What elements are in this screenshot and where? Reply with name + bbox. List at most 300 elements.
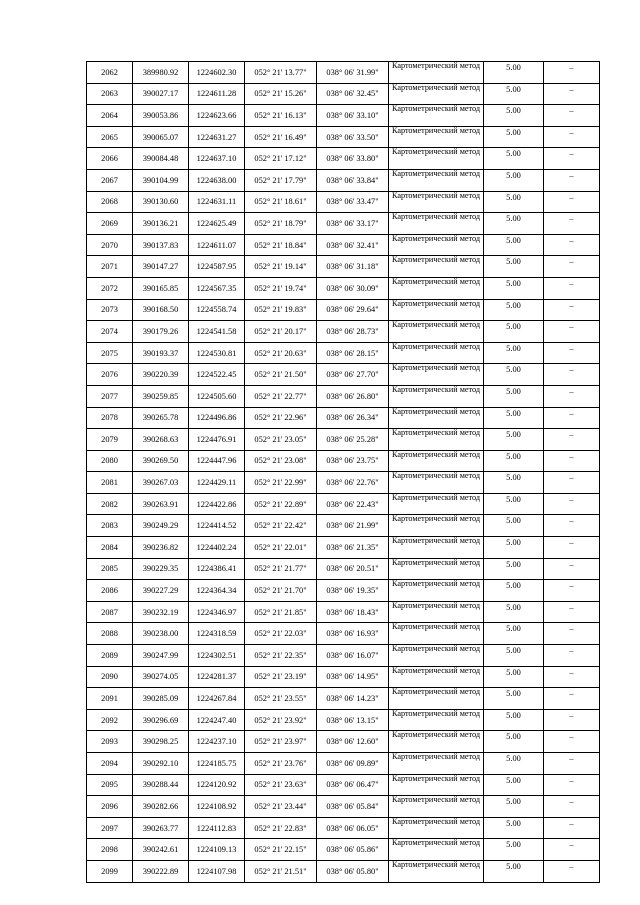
cell-x-coordinate: 390298.25 bbox=[133, 731, 189, 753]
cell-x-coordinate: 390268.63 bbox=[133, 429, 189, 451]
cell-method: Картометрический метод bbox=[389, 191, 484, 213]
cell-note: – bbox=[544, 148, 600, 170]
cell-x-coordinate: 390274.05 bbox=[133, 666, 189, 688]
cell-accuracy: 5.00 bbox=[484, 753, 544, 775]
cell-longitude: 038° 06' 28.15" bbox=[317, 342, 389, 364]
cell-latitude: 052° 21' 23.55" bbox=[245, 688, 317, 710]
cell-y-coordinate: 1224587.95 bbox=[189, 256, 245, 278]
table-row bbox=[87, 385, 600, 407]
cell-accuracy: 5.00 bbox=[484, 839, 544, 861]
cell-note: – bbox=[544, 709, 600, 731]
cell-x-coordinate: 390168.50 bbox=[133, 299, 189, 321]
cell-latitude: 052° 21' 15.26" bbox=[245, 83, 317, 105]
cell-method: Картометрический метод bbox=[389, 688, 484, 710]
cell-x-coordinate: 390065.07 bbox=[133, 126, 189, 148]
cell-y-coordinate: 1224631.27 bbox=[189, 126, 245, 148]
cell-note: – bbox=[544, 105, 600, 127]
cell-latitude: 052° 21' 19.14" bbox=[245, 256, 317, 278]
cell-note: – bbox=[544, 126, 600, 148]
cell-note: – bbox=[544, 666, 600, 688]
cell-longitude: 038° 06' 33.10" bbox=[317, 105, 389, 127]
cell-accuracy: 5.00 bbox=[484, 256, 544, 278]
cell-method: Картометрический метод bbox=[389, 515, 484, 537]
cell-accuracy: 5.00 bbox=[484, 213, 544, 235]
cell-x-coordinate: 390269.50 bbox=[133, 450, 189, 472]
cell-latitude: 052° 21' 22.99" bbox=[245, 472, 317, 494]
cell-accuracy: 5.00 bbox=[484, 364, 544, 386]
table-row bbox=[87, 213, 600, 235]
cell-note: – bbox=[544, 299, 600, 321]
cell-y-coordinate: 1224631.11 bbox=[189, 191, 245, 213]
cell-latitude: 052° 21' 22.35" bbox=[245, 645, 317, 667]
cell-x-coordinate: 390130.60 bbox=[133, 191, 189, 213]
cell-latitude: 052° 21' 20.17" bbox=[245, 321, 317, 343]
cell-x-coordinate: 390267.03 bbox=[133, 472, 189, 494]
cell-point-number: 2070 bbox=[87, 234, 133, 256]
cell-longitude: 038° 06' 16.07" bbox=[317, 645, 389, 667]
cell-method: Картометрический метод bbox=[389, 450, 484, 472]
cell-accuracy: 5.00 bbox=[484, 709, 544, 731]
cell-y-coordinate: 1224567.35 bbox=[189, 277, 245, 299]
cell-latitude: 052° 21' 22.77" bbox=[245, 385, 317, 407]
cell-point-number: 2092 bbox=[87, 709, 133, 731]
table-row bbox=[87, 860, 600, 882]
cell-accuracy: 5.00 bbox=[484, 817, 544, 839]
cell-x-coordinate: 390084.48 bbox=[133, 148, 189, 170]
table-row bbox=[87, 796, 600, 818]
table-row bbox=[87, 342, 600, 364]
cell-method: Картометрический метод bbox=[389, 429, 484, 451]
cell-y-coordinate: 1224112.83 bbox=[189, 817, 245, 839]
cell-method: Картометрический метод bbox=[389, 256, 484, 278]
cell-point-number: 2095 bbox=[87, 774, 133, 796]
cell-point-number: 2065 bbox=[87, 126, 133, 148]
cell-accuracy: 5.00 bbox=[484, 234, 544, 256]
cell-y-coordinate: 1224637.10 bbox=[189, 148, 245, 170]
cell-y-coordinate: 1224496.86 bbox=[189, 407, 245, 429]
cell-method: Картометрический метод bbox=[389, 558, 484, 580]
cell-x-coordinate: 390222.89 bbox=[133, 860, 189, 882]
cell-latitude: 052° 21' 17.12" bbox=[245, 148, 317, 170]
cell-point-number: 2098 bbox=[87, 839, 133, 861]
cell-longitude: 038° 06' 18.43" bbox=[317, 601, 389, 623]
cell-point-number: 2099 bbox=[87, 860, 133, 882]
cell-point-number: 2089 bbox=[87, 645, 133, 667]
cell-accuracy: 5.00 bbox=[484, 472, 544, 494]
cell-point-number: 2083 bbox=[87, 515, 133, 537]
cell-note: – bbox=[544, 169, 600, 191]
cell-y-coordinate: 1224108.92 bbox=[189, 796, 245, 818]
table-row bbox=[87, 580, 600, 602]
cell-point-number: 2097 bbox=[87, 817, 133, 839]
cell-method: Картометрический метод bbox=[389, 666, 484, 688]
cell-accuracy: 5.00 bbox=[484, 148, 544, 170]
cell-x-coordinate: 390296.69 bbox=[133, 709, 189, 731]
cell-method: Картометрический метод bbox=[389, 537, 484, 559]
cell-y-coordinate: 1224422.86 bbox=[189, 493, 245, 515]
cell-method: Картометрический метод bbox=[389, 299, 484, 321]
cell-longitude: 038° 06' 21.99" bbox=[317, 515, 389, 537]
cell-longitude: 038° 06' 16.93" bbox=[317, 623, 389, 645]
cell-longitude: 038° 06' 12.60" bbox=[317, 731, 389, 753]
cell-latitude: 052° 21' 23.19" bbox=[245, 666, 317, 688]
cell-latitude: 052° 21' 16.49" bbox=[245, 126, 317, 148]
cell-y-coordinate: 1224109.13 bbox=[189, 839, 245, 861]
cell-accuracy: 5.00 bbox=[484, 450, 544, 472]
cell-y-coordinate: 1224623.66 bbox=[189, 105, 245, 127]
cell-accuracy: 5.00 bbox=[484, 169, 544, 191]
cell-x-coordinate: 390265.78 bbox=[133, 407, 189, 429]
cell-note: – bbox=[544, 645, 600, 667]
table-row bbox=[87, 364, 600, 386]
cell-y-coordinate: 1224302.51 bbox=[189, 645, 245, 667]
cell-note: – bbox=[544, 277, 600, 299]
table-row bbox=[87, 817, 600, 839]
cell-point-number: 2067 bbox=[87, 169, 133, 191]
cell-point-number: 2094 bbox=[87, 753, 133, 775]
cell-longitude: 038° 06' 33.47" bbox=[317, 191, 389, 213]
cell-latitude: 052° 21' 18.84" bbox=[245, 234, 317, 256]
table-row bbox=[87, 601, 600, 623]
cell-point-number: 2062 bbox=[87, 62, 133, 84]
cell-note: – bbox=[544, 493, 600, 515]
cell-y-coordinate: 1224522.45 bbox=[189, 364, 245, 386]
cell-method: Картометрический метод bbox=[389, 774, 484, 796]
table-row bbox=[87, 191, 600, 213]
cell-latitude: 052° 21' 23.76" bbox=[245, 753, 317, 775]
cell-longitude: 038° 06' 06.47" bbox=[317, 774, 389, 796]
cell-note: – bbox=[544, 234, 600, 256]
cell-y-coordinate: 1224611.07 bbox=[189, 234, 245, 256]
cell-method: Картометрический метод bbox=[389, 105, 484, 127]
cell-x-coordinate: 390292.10 bbox=[133, 753, 189, 775]
table-row bbox=[87, 472, 600, 494]
cell-accuracy: 5.00 bbox=[484, 407, 544, 429]
cell-accuracy: 5.00 bbox=[484, 83, 544, 105]
cell-method: Картометрический метод bbox=[389, 321, 484, 343]
cell-note: – bbox=[544, 213, 600, 235]
cell-method: Картометрический метод bbox=[389, 472, 484, 494]
cell-latitude: 052° 21' 21.70" bbox=[245, 580, 317, 602]
cell-note: – bbox=[544, 774, 600, 796]
table-row bbox=[87, 688, 600, 710]
cell-point-number: 2091 bbox=[87, 688, 133, 710]
cell-longitude: 038° 06' 33.17" bbox=[317, 213, 389, 235]
cell-method: Картометрический метод bbox=[389, 601, 484, 623]
cell-x-coordinate: 390249.29 bbox=[133, 515, 189, 537]
cell-accuracy: 5.00 bbox=[484, 385, 544, 407]
cell-x-coordinate: 390236.82 bbox=[133, 537, 189, 559]
cell-longitude: 038° 06' 05.84" bbox=[317, 796, 389, 818]
cell-method: Картометрический метод bbox=[389, 342, 484, 364]
table-row bbox=[87, 148, 600, 170]
table-row bbox=[87, 62, 600, 84]
cell-longitude: 038° 06' 26.34" bbox=[317, 407, 389, 429]
cell-x-coordinate: 389980.92 bbox=[133, 62, 189, 84]
cell-note: – bbox=[544, 731, 600, 753]
cell-latitude: 052° 21' 22.01" bbox=[245, 537, 317, 559]
cell-accuracy: 5.00 bbox=[484, 537, 544, 559]
table-row bbox=[87, 234, 600, 256]
cell-note: – bbox=[544, 839, 600, 861]
cell-point-number: 2078 bbox=[87, 407, 133, 429]
cell-y-coordinate: 1224602.30 bbox=[189, 62, 245, 84]
cell-accuracy: 5.00 bbox=[484, 277, 544, 299]
cell-latitude: 052° 21' 23.97" bbox=[245, 731, 317, 753]
table-body bbox=[87, 62, 600, 883]
cell-point-number: 2077 bbox=[87, 385, 133, 407]
cell-x-coordinate: 390027.17 bbox=[133, 83, 189, 105]
cell-note: – bbox=[544, 450, 600, 472]
cell-longitude: 038° 06' 20.51" bbox=[317, 558, 389, 580]
cell-note: – bbox=[544, 385, 600, 407]
cell-method: Картометрический метод bbox=[389, 709, 484, 731]
cell-x-coordinate: 390179.26 bbox=[133, 321, 189, 343]
cell-note: – bbox=[544, 623, 600, 645]
cell-note: – bbox=[544, 429, 600, 451]
cell-method: Картометрический метод bbox=[389, 385, 484, 407]
cell-y-coordinate: 1224386.41 bbox=[189, 558, 245, 580]
cell-latitude: 052° 21' 22.83" bbox=[245, 817, 317, 839]
cell-point-number: 2074 bbox=[87, 321, 133, 343]
cell-point-number: 2075 bbox=[87, 342, 133, 364]
cell-accuracy: 5.00 bbox=[484, 429, 544, 451]
cell-latitude: 052° 21' 22.03" bbox=[245, 623, 317, 645]
table-row bbox=[87, 731, 600, 753]
cell-x-coordinate: 390242.61 bbox=[133, 839, 189, 861]
cell-y-coordinate: 1224267.84 bbox=[189, 688, 245, 710]
cell-point-number: 2085 bbox=[87, 558, 133, 580]
cell-accuracy: 5.00 bbox=[484, 688, 544, 710]
cell-note: – bbox=[544, 321, 600, 343]
table-row bbox=[87, 537, 600, 559]
cell-latitude: 052° 21' 21.51" bbox=[245, 860, 317, 882]
cell-y-coordinate: 1224318.59 bbox=[189, 623, 245, 645]
cell-latitude: 052° 21' 22.96" bbox=[245, 407, 317, 429]
cell-latitude: 052° 21' 16.13" bbox=[245, 105, 317, 127]
cell-x-coordinate: 390282.66 bbox=[133, 796, 189, 818]
cell-note: – bbox=[544, 601, 600, 623]
cell-point-number: 2093 bbox=[87, 731, 133, 753]
cell-latitude: 052° 21' 21.85" bbox=[245, 601, 317, 623]
cell-x-coordinate: 390263.77 bbox=[133, 817, 189, 839]
cell-accuracy: 5.00 bbox=[484, 796, 544, 818]
cell-note: – bbox=[544, 537, 600, 559]
cell-point-number: 2090 bbox=[87, 666, 133, 688]
cell-note: – bbox=[544, 558, 600, 580]
cell-point-number: 2076 bbox=[87, 364, 133, 386]
table-row bbox=[87, 256, 600, 278]
cell-point-number: 2073 bbox=[87, 299, 133, 321]
table-row bbox=[87, 839, 600, 861]
cell-latitude: 052° 21' 18.79" bbox=[245, 213, 317, 235]
cell-note: – bbox=[544, 62, 600, 84]
table-row bbox=[87, 558, 600, 580]
cell-x-coordinate: 390136.21 bbox=[133, 213, 189, 235]
cell-point-number: 2087 bbox=[87, 601, 133, 623]
cell-y-coordinate: 1224247.40 bbox=[189, 709, 245, 731]
cell-accuracy: 5.00 bbox=[484, 558, 544, 580]
cell-latitude: 052° 21' 19.74" bbox=[245, 277, 317, 299]
cell-accuracy: 5.00 bbox=[484, 126, 544, 148]
cell-accuracy: 5.00 bbox=[484, 105, 544, 127]
cell-x-coordinate: 390147.27 bbox=[133, 256, 189, 278]
cell-latitude: 052° 21' 23.44" bbox=[245, 796, 317, 818]
cell-y-coordinate: 1224530.81 bbox=[189, 342, 245, 364]
cell-method: Картометрический метод bbox=[389, 148, 484, 170]
table-row bbox=[87, 450, 600, 472]
coordinates-table bbox=[86, 61, 600, 883]
cell-method: Картометрический метод bbox=[389, 796, 484, 818]
cell-point-number: 2086 bbox=[87, 580, 133, 602]
cell-longitude: 038° 06' 25.28" bbox=[317, 429, 389, 451]
cell-method: Картометрический метод bbox=[389, 83, 484, 105]
cell-method: Картометрический метод bbox=[389, 277, 484, 299]
cell-longitude: 038° 06' 33.50" bbox=[317, 126, 389, 148]
cell-y-coordinate: 1224476.91 bbox=[189, 429, 245, 451]
cell-accuracy: 5.00 bbox=[484, 666, 544, 688]
cell-point-number: 2081 bbox=[87, 472, 133, 494]
cell-x-coordinate: 390247.99 bbox=[133, 645, 189, 667]
cell-latitude: 052° 21' 21.50" bbox=[245, 364, 317, 386]
table-row bbox=[87, 83, 600, 105]
cell-x-coordinate: 390229.35 bbox=[133, 558, 189, 580]
cell-y-coordinate: 1224447.96 bbox=[189, 450, 245, 472]
table-row bbox=[87, 709, 600, 731]
cell-point-number: 2072 bbox=[87, 277, 133, 299]
cell-point-number: 2064 bbox=[87, 105, 133, 127]
cell-accuracy: 5.00 bbox=[484, 321, 544, 343]
table-row bbox=[87, 645, 600, 667]
cell-y-coordinate: 1224346.97 bbox=[189, 601, 245, 623]
cell-x-coordinate: 390137.83 bbox=[133, 234, 189, 256]
cell-longitude: 038° 06' 23.75" bbox=[317, 450, 389, 472]
cell-point-number: 2071 bbox=[87, 256, 133, 278]
cell-x-coordinate: 390193.37 bbox=[133, 342, 189, 364]
cell-y-coordinate: 1224558.74 bbox=[189, 299, 245, 321]
cell-latitude: 052° 21' 23.92" bbox=[245, 709, 317, 731]
cell-longitude: 038° 06' 33.80" bbox=[317, 148, 389, 170]
cell-note: – bbox=[544, 580, 600, 602]
cell-longitude: 038° 06' 13.15" bbox=[317, 709, 389, 731]
cell-latitude: 052° 21' 23.63" bbox=[245, 774, 317, 796]
cell-y-coordinate: 1224414.52 bbox=[189, 515, 245, 537]
cell-accuracy: 5.00 bbox=[484, 299, 544, 321]
table-row bbox=[87, 666, 600, 688]
cell-accuracy: 5.00 bbox=[484, 774, 544, 796]
cell-method: Картометрический метод bbox=[389, 364, 484, 386]
cell-longitude: 038° 06' 05.86" bbox=[317, 839, 389, 861]
cell-point-number: 2066 bbox=[87, 148, 133, 170]
cell-method: Картометрический метод bbox=[389, 731, 484, 753]
cell-method: Картометрический метод bbox=[389, 753, 484, 775]
cell-method: Картометрический метод bbox=[389, 169, 484, 191]
cell-point-number: 2079 bbox=[87, 429, 133, 451]
cell-y-coordinate: 1224237.10 bbox=[189, 731, 245, 753]
cell-longitude: 038° 06' 28.73" bbox=[317, 321, 389, 343]
cell-y-coordinate: 1224281.37 bbox=[189, 666, 245, 688]
cell-note: – bbox=[544, 753, 600, 775]
cell-note: – bbox=[544, 191, 600, 213]
cell-longitude: 038° 06' 32.41" bbox=[317, 234, 389, 256]
table-row bbox=[87, 169, 600, 191]
table-row bbox=[87, 753, 600, 775]
cell-longitude: 038° 06' 27.70" bbox=[317, 364, 389, 386]
cell-accuracy: 5.00 bbox=[484, 515, 544, 537]
cell-note: – bbox=[544, 472, 600, 494]
cell-method: Картометрический метод bbox=[389, 493, 484, 515]
cell-accuracy: 5.00 bbox=[484, 860, 544, 882]
cell-x-coordinate: 390288.44 bbox=[133, 774, 189, 796]
cell-note: – bbox=[544, 817, 600, 839]
cell-longitude: 038° 06' 30.09" bbox=[317, 277, 389, 299]
cell-longitude: 038° 06' 22.43" bbox=[317, 493, 389, 515]
cell-x-coordinate: 390227.29 bbox=[133, 580, 189, 602]
cell-y-coordinate: 1224402.24 bbox=[189, 537, 245, 559]
cell-note: – bbox=[544, 688, 600, 710]
cell-method: Картометрический метод bbox=[389, 645, 484, 667]
table-row bbox=[87, 429, 600, 451]
cell-method: Картометрический метод bbox=[389, 839, 484, 861]
cell-method: Картометрический метод bbox=[389, 580, 484, 602]
cell-y-coordinate: 1224638.00 bbox=[189, 169, 245, 191]
cell-x-coordinate: 390232.19 bbox=[133, 601, 189, 623]
cell-y-coordinate: 1224107.98 bbox=[189, 860, 245, 882]
table-row bbox=[87, 126, 600, 148]
cell-method: Картометрический метод bbox=[389, 213, 484, 235]
table-row bbox=[87, 105, 600, 127]
cell-point-number: 2084 bbox=[87, 537, 133, 559]
cell-point-number: 2069 bbox=[87, 213, 133, 235]
cell-x-coordinate: 390165.85 bbox=[133, 277, 189, 299]
cell-point-number: 2068 bbox=[87, 191, 133, 213]
cell-point-number: 2082 bbox=[87, 493, 133, 515]
cell-y-coordinate: 1224625.49 bbox=[189, 213, 245, 235]
cell-point-number: 2063 bbox=[87, 83, 133, 105]
cell-latitude: 052° 21' 21.77" bbox=[245, 558, 317, 580]
cell-note: – bbox=[544, 364, 600, 386]
cell-y-coordinate: 1224429.11 bbox=[189, 472, 245, 494]
cell-longitude: 038° 06' 33.84" bbox=[317, 169, 389, 191]
cell-longitude: 038° 06' 05.80" bbox=[317, 860, 389, 882]
cell-latitude: 052° 21' 13.77" bbox=[245, 62, 317, 84]
table-row bbox=[87, 515, 600, 537]
cell-point-number: 2096 bbox=[87, 796, 133, 818]
cell-accuracy: 5.00 bbox=[484, 493, 544, 515]
cell-longitude: 038° 06' 14.95" bbox=[317, 666, 389, 688]
cell-latitude: 052° 21' 22.89" bbox=[245, 493, 317, 515]
cell-latitude: 052° 21' 23.05" bbox=[245, 429, 317, 451]
cell-latitude: 052° 21' 22.15" bbox=[245, 839, 317, 861]
cell-y-coordinate: 1224505.60 bbox=[189, 385, 245, 407]
cell-method: Картометрический метод bbox=[389, 817, 484, 839]
cell-longitude: 038° 06' 26.80" bbox=[317, 385, 389, 407]
cell-note: – bbox=[544, 515, 600, 537]
cell-longitude: 038° 06' 14.23" bbox=[317, 688, 389, 710]
cell-accuracy: 5.00 bbox=[484, 601, 544, 623]
cell-x-coordinate: 390053.86 bbox=[133, 105, 189, 127]
cell-latitude: 052° 21' 19.83" bbox=[245, 299, 317, 321]
cell-latitude: 052° 21' 23.08" bbox=[245, 450, 317, 472]
table-row bbox=[87, 407, 600, 429]
cell-latitude: 052° 21' 17.79" bbox=[245, 169, 317, 191]
cell-longitude: 038° 06' 21.35" bbox=[317, 537, 389, 559]
table-row bbox=[87, 299, 600, 321]
table-row bbox=[87, 493, 600, 515]
cell-method: Картометрический метод bbox=[389, 234, 484, 256]
cell-latitude: 052° 21' 20.63" bbox=[245, 342, 317, 364]
cell-accuracy: 5.00 bbox=[484, 62, 544, 84]
